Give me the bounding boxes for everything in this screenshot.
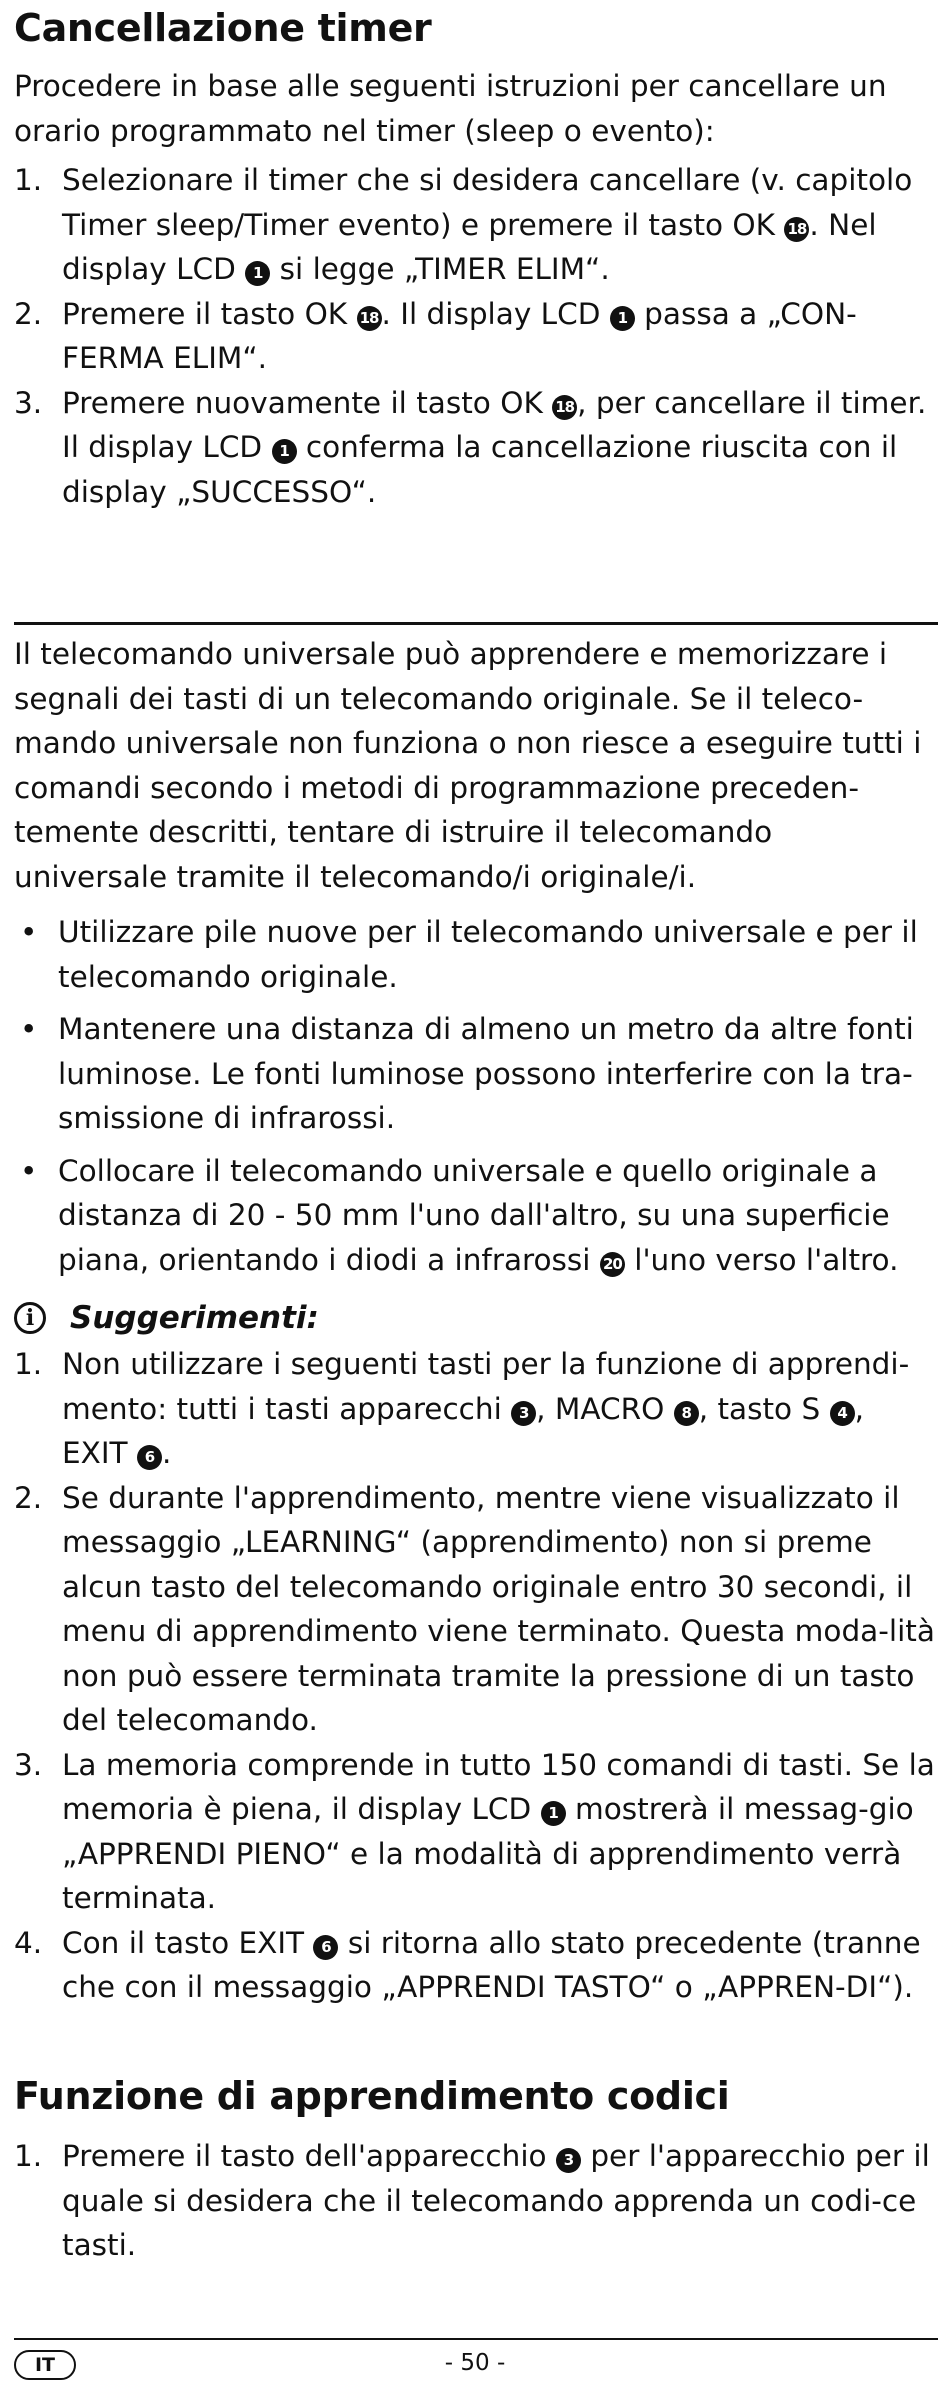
ref-marker: 18 [357, 306, 382, 331]
ref-marker: 3 [556, 2148, 581, 2173]
list-number: 1. [14, 2139, 43, 2173]
list-number: 2. [14, 1480, 43, 1515]
ref-marker: 8 [674, 1401, 699, 1426]
list-item [14, 1921, 938, 2010]
text-run: Selezionare il timer che si desidera cancellare (v. capitolo Timer sleep/Timer evento) e premere il tasto OK [62, 163, 913, 242]
page-number: - 50 - [444, 2350, 506, 2376]
list-item [14, 1149, 938, 1283]
text-run: , EXIT [62, 1391, 864, 1470]
text-run: La memoria comprende in tutto 150 comandi di tasti. Se la memoria è piena, il display LCD [62, 1747, 935, 1826]
list-item [14, 158, 938, 292]
text-run: Mantenere una distanza di almeno un metro da altre fonti luminose. Le fonti luminose possono interferire con la tra-smissione di infrarossi. [58, 1012, 914, 1135]
list-item [14, 1476, 938, 1743]
text-run: . Il display LCD [381, 296, 610, 331]
text-run: conferma la cancellazione riuscita con il display „SUCCESSO“. [62, 430, 898, 509]
text-run: si ritorna allo stato precedente (tranne che con il messaggio „APPRENDI TASTO“ o „APPREN-DI“). [62, 1925, 921, 2004]
text-run: Utilizzare pile nuove per il telecomando universale e per il telecomando originale. [58, 915, 918, 994]
text-run: , tasto S [698, 1391, 830, 1426]
ref-marker: 4 [830, 1401, 855, 1426]
text-run: Con il tasto EXIT [62, 1925, 314, 1960]
text-run: Se durante l'apprendimento, mentre viene visualizzato il messaggio „LEARNING“ (apprendimento) non si preme alcun tasto del telecomando originale entro 30 secondi, il menu di apprendimento viene terminato. Questa moda-lità non può essere terminata tramite la pressione di un tasto del telecomando. [62, 1480, 935, 1737]
text-run: Premere il tasto OK [62, 296, 357, 331]
text-run: , MACRO [536, 1391, 674, 1426]
text-run: Premere nuovamente il tasto OK [62, 385, 553, 420]
code-learning-steps [14, 2134, 938, 2268]
ref-marker: 20 [600, 1252, 625, 1277]
ref-marker: 18 [552, 395, 577, 420]
ref-marker: 6 [137, 1445, 162, 1470]
bullet-icon: • [20, 1153, 38, 1188]
list-item [14, 1342, 938, 1476]
text-run: passa a „CON-FERMA ELIM“. [62, 296, 857, 375]
text-run: Non utilizzare i seguenti tasti per la funzione di apprendi-mento: tutti i tasti apparecchi [62, 1347, 910, 1426]
list-number: 1. [14, 163, 43, 197]
language-badge: IT [14, 2350, 76, 2380]
section-divider [14, 622, 938, 625]
tips-list [14, 1342, 938, 2010]
learning-intro: Il telecomando universale può apprendere e memorizzare i segnali dei tasti di un telecomando originale. Se il teleco-mando universale non funziona o non riesce a eseguire tutti i comandi secondo i metodi di programmazione preceden-temente descritti, tentare di istruire il telecomando universale tramite il telecomando/i originale/i. [14, 637, 922, 894]
bullet-icon: • [20, 915, 38, 949]
list-number: 2. [14, 296, 43, 331]
tips-header [14, 1300, 319, 1336]
ref-marker: 1 [541, 1801, 566, 1826]
text-run: Collocare il telecomando universale e quello originale a distanza di 20 - 50 mm l'uno dall'altro, su una superficie piana, orientando i diodi a infrarossi [58, 1153, 890, 1277]
list-item [14, 1743, 938, 1921]
text-run: mostrerà il messag-gio „APPRENDI PIENO“ e la modalità di apprendimento verrà terminata. [62, 1792, 914, 1915]
cancel-timer-steps [14, 158, 938, 514]
footer-rule [14, 2338, 938, 2340]
ref-marker: 18 [784, 217, 809, 242]
section-intro-cancel-timer: Procedere in base alle seguenti istruzioni per cancellare un orario programmato nel timer (sleep o evento): [14, 69, 887, 148]
text-run: Premere il tasto dell'apparecchio [62, 2139, 556, 2173]
ref-marker: 3 [511, 1401, 536, 1426]
list-item [14, 910, 938, 999]
ref-marker: 6 [313, 1935, 338, 1960]
text-run: per l'apparecchio per il quale si desidera che il telecomando apprenda un codi-ce tasti. [62, 2139, 930, 2262]
ref-marker: 1 [272, 439, 297, 464]
ref-marker: 1 [610, 306, 635, 331]
learning-prep-bullets [14, 910, 938, 1290]
list-number: 3. [14, 385, 43, 420]
list-number: 1. [14, 1347, 43, 1381]
ref-marker: 1 [245, 261, 270, 286]
text-run: . [161, 1436, 172, 1470]
list-item [14, 381, 938, 515]
info-icon: i [14, 1302, 46, 1334]
tips-title: Suggerimenti: [70, 1300, 319, 1336]
list-number: 3. [14, 1747, 43, 1782]
text-run: , per cancellare il timer. Il display LCD [62, 385, 927, 464]
list-number: 4. [14, 1925, 43, 1960]
list-item [14, 2134, 938, 2268]
section-title-cancel-timer: Cancellazione timer [14, 6, 432, 50]
list-item [14, 1007, 938, 1141]
bullet-icon: • [20, 1012, 38, 1046]
text-run: si legge „TIMER ELIM“. [270, 252, 610, 286]
text-run: . Nel display LCD [62, 207, 877, 286]
section-title-code-learning: Funzione di apprendimento codici [14, 2074, 730, 2118]
list-item [14, 292, 938, 381]
text-run: l'uno verso l'altro. [624, 1242, 899, 1277]
